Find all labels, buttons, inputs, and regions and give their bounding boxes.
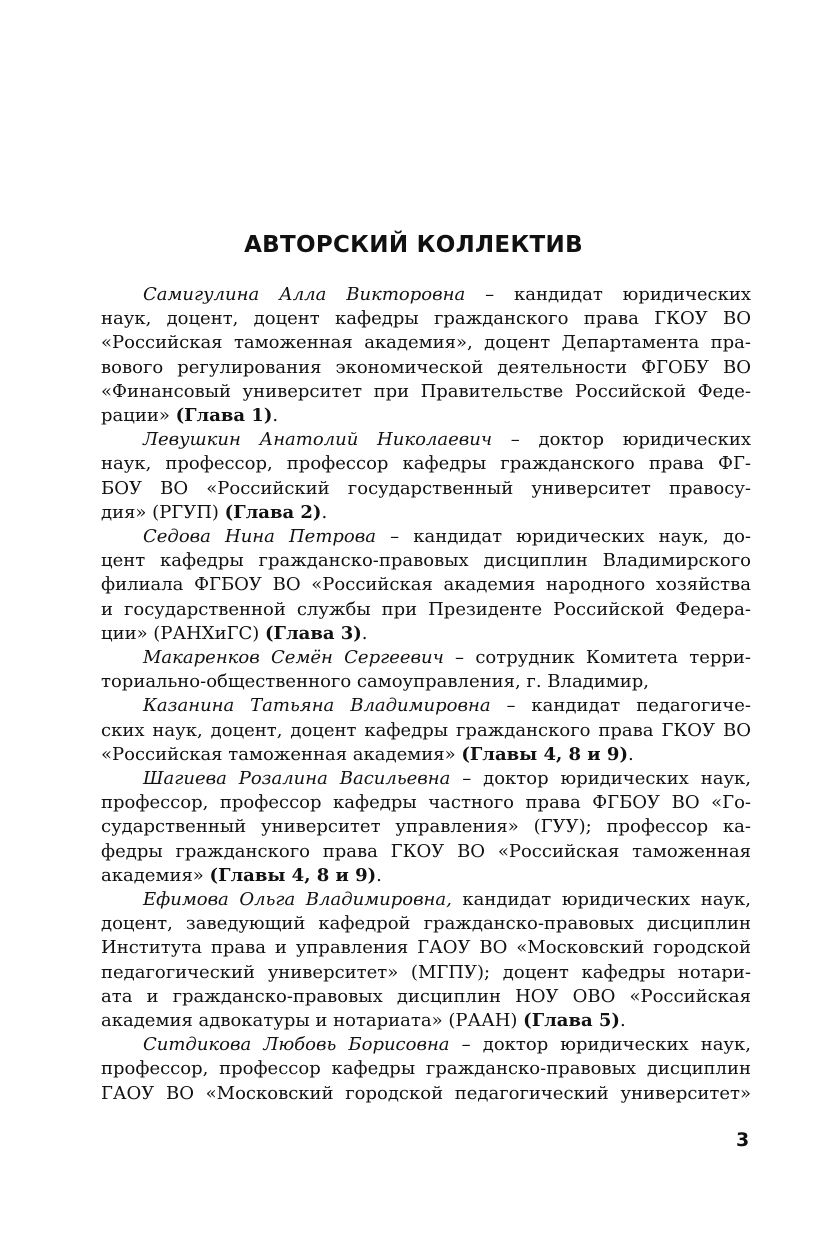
author-description: ата и гражданско-правовых дисциплин НОУ ОВО «Российская — [101, 986, 751, 1007]
author-description: Института права и управления ГАОУ ВО «Московский городской — [101, 937, 751, 958]
punctuation: . — [627, 744, 634, 765]
text-line — [101, 621, 751, 647]
punctuation: . — [376, 865, 382, 886]
author-description: профессор, профессор кафедры гражданско-правовых дисциплин — [101, 1058, 751, 1079]
text-line — [101, 330, 751, 356]
author-description: – кандидат педагогиче- — [490, 695, 751, 716]
text-line — [101, 379, 751, 405]
text-line — [143, 766, 751, 792]
text-line — [101, 863, 751, 889]
author-description: академия адвокатуры и нотариата» (РААН) — [101, 1010, 524, 1031]
text-line — [101, 306, 751, 332]
author-description: «Финансовый университет при Правительстве Российской Феде- — [101, 381, 751, 402]
text-line — [143, 427, 751, 453]
text-line — [101, 839, 751, 865]
author-description: вового регулирования экономической деятельности ФГОБУ ВО — [101, 357, 751, 378]
chapter-reference: (Глава 3) — [265, 623, 362, 644]
text-line — [101, 814, 751, 840]
page-number: 3 — [736, 1129, 750, 1151]
author-description: наук, доцент, доцент кафедры гражданского права ГКОУ ВО — [101, 308, 751, 329]
author-description: ции» (РАНХиГС) — [101, 623, 266, 644]
text-line — [101, 1008, 751, 1034]
punctuation: . — [619, 1010, 626, 1031]
text-line — [101, 960, 751, 986]
author-description: филиала ФГБОУ ВО «Российская академия народного хозяйства — [101, 574, 751, 595]
text-line — [101, 548, 751, 574]
text-line — [101, 597, 751, 623]
text-line — [143, 645, 751, 671]
text-line — [101, 476, 751, 502]
text-line — [101, 984, 751, 1010]
text-line — [143, 1032, 751, 1058]
chapter-reference: (Глава 2) — [224, 502, 322, 523]
author-description: – доктор юридических наук, — [450, 768, 752, 789]
author-description: «Российская таможенная академия» — [101, 744, 462, 765]
text-line — [101, 911, 751, 937]
text-line — [101, 355, 751, 381]
author-description: цент кафедры гражданско-правовых дисциплин Владимирского — [101, 550, 751, 571]
author-description: ГАОУ ВО «Московский городской педагогический университет» — [101, 1083, 751, 1104]
text-line — [143, 524, 751, 550]
author-description: доцент, заведующий кафедрой гражданско-правовых дисциплин — [101, 913, 751, 934]
page-title: АВТОРСКИЙ КОЛЛЕКТИВ — [244, 232, 583, 258]
chapter-reference: (Глава 5) — [523, 1010, 620, 1031]
author-name: Самигулина Алла Викторовна — [143, 284, 466, 305]
author-description: профессор, профессор кафедры частного права ФГБОУ ВО «Го- — [101, 792, 751, 813]
author-name: Макаренков Семён Сергеевич — [143, 647, 444, 668]
text-line — [101, 500, 751, 526]
author-description: сударственный университет управления» (ГУУ); профессор ка- — [101, 816, 751, 837]
text-line — [143, 887, 751, 913]
author-description: ских наук, доцент, доцент кафедры гражданского права ГКОУ ВО — [101, 720, 751, 741]
author-description: наук, профессор, профессор кафедры гражданского права ФГ- — [101, 453, 751, 474]
author-description: ториально-общественного самоуправления, г. Владимир, — [101, 671, 649, 692]
author-description: – доктор юридических наук, — [449, 1034, 751, 1055]
author-description: дия» (РГУП) — [101, 502, 225, 523]
author-name: Седова Нина Петрова — [143, 526, 376, 547]
text-line — [101, 790, 751, 816]
chapter-reference: (Глава 1) — [175, 405, 273, 426]
author-name: Левушкин Анатолий Николаевич — [143, 429, 493, 450]
punctuation: . — [361, 623, 368, 644]
author-description: – сотрудник Комитета терри- — [443, 647, 751, 668]
text-line — [101, 935, 751, 961]
text-line — [101, 451, 751, 477]
author-description: – кандидат юридических наук, до- — [375, 526, 751, 547]
author-description: педагогический университет» (МГПУ); доцент кафедры нотари- — [101, 962, 751, 983]
author-description: БОУ ВО «Российский государственный университет правосу- — [101, 478, 751, 499]
author-name: Ефимова Ольга Владимировна, — [143, 889, 452, 910]
punctuation: . — [321, 502, 328, 523]
author-description: федры гражданского права ГКОУ ВО «Российская таможенная — [101, 841, 751, 862]
author-name: Ситдикова Любовь Борисовна — [143, 1034, 450, 1055]
text-line — [101, 403, 751, 429]
author-description: рации» — [101, 405, 176, 426]
author-description: – доктор юридических — [492, 429, 751, 450]
author-description: кандидат юридических наук, — [451, 889, 751, 910]
text-line — [101, 669, 751, 695]
text-line — [101, 718, 751, 744]
text-line — [101, 1056, 751, 1082]
text-line — [101, 572, 751, 598]
text-line — [143, 693, 751, 719]
text-line — [101, 1081, 751, 1107]
punctuation: . — [272, 405, 279, 426]
author-description: – кандидат юридических — [465, 284, 751, 305]
text-line — [101, 742, 751, 768]
chapter-reference: (Главы 4, 8 и 9) — [461, 744, 628, 765]
author-description: академия» — [101, 865, 210, 886]
text-line — [143, 282, 751, 308]
author-name: Казанина Татьяна Владимировна — [143, 695, 491, 716]
chapter-reference: (Главы 4, 8 и 9) — [209, 865, 377, 886]
author-name: Шагиева Розалина Васильевна — [143, 768, 451, 789]
author-description: «Российская таможенная академия», доцент Департамента пра- — [101, 332, 751, 353]
author-description: и государственной службы при Президенте Российской Федера- — [101, 599, 751, 620]
